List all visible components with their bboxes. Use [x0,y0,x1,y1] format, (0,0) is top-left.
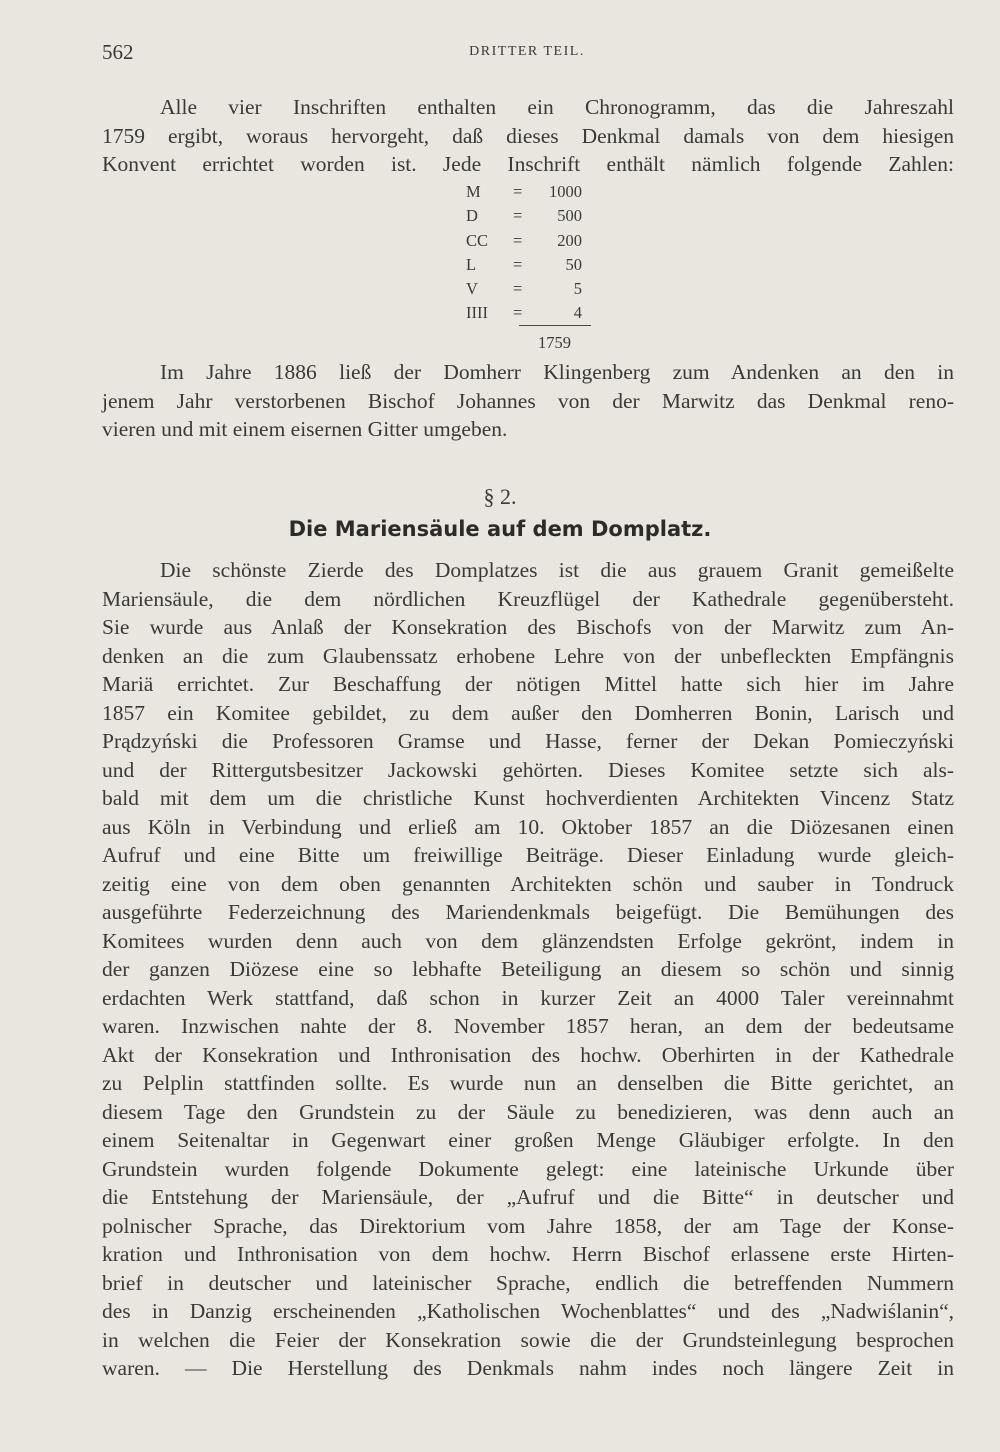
text-line: die Entstehung der Mariensäule, der „Aufruf und die Bitte“ in deutscher und [102,1185,954,1209]
text-line: in welchen die Feier der Konsekration sowie die der Grundsteinlegung besprochen [102,1327,954,1352]
text-line: diesem Tage den Grundstein zu der Säule zu benedizieren, was denn auch an [102,1099,954,1124]
numeral-value: 5 [573,279,582,299]
equals-sign: = [513,182,523,201]
roman-numeral: M [466,182,481,201]
chronogram-row [466,279,596,303]
text-line: brief in deutscher und lateinischer Sprache, endlich die betreffenden Nummern [102,1270,954,1295]
chronogram-row [466,255,596,279]
text-line: Die schönste Zierde des Domplatzes ist die aus grauem Granit gemeißelte [160,558,954,582]
text-line: 1857 ein Komitee gebildet, zu dem außer den Domherren Bonin, Larisch und [102,700,954,725]
text-line: Sie wurde aus Anlaß der Konsekration des Bischofs von der Marwitz zum An- [102,615,954,639]
text-line: denken an die zum Glaubenssatz erhobene Lehre von der unbefleckten Empfängnis [102,643,954,668]
numeral-value: 1000 [549,182,582,201]
running-head: DRITTER TEIL. [469,44,585,59]
roman-numeral: CC [466,230,489,250]
equals-sign: = [513,303,523,323]
paragraph-chronogram-intro [102,93,954,179]
text-line: Konvent errichtet worden ist. Jede Inschrift enthält nämlich folgende Zahlen: [102,152,954,176]
text-line: polnischer Sprache, das Direktorium vom Jahre 1858, der am Tage der Konse- [102,1213,954,1238]
equals-sign: = [513,206,523,226]
text-line: einem Seitenaltar in Gegenwart einer großen Menge Gläubiger erfolgte. In den [102,1128,954,1152]
equals-sign: = [513,230,523,250]
chronogram-total: 1759 [538,333,571,352]
chronogram-row [466,206,596,230]
text-line: Alle vier Inschriften enthalten ein Chronogramm, das die Jahreszahl [160,95,954,119]
text-line: jenem Jahr verstorbenen Bischof Johannes von der Marwitz das Denkmal reno- [102,388,954,413]
section-title: Die Mariensäule auf dem Domplatz. [288,517,712,541]
sum-rule [519,325,591,326]
numeral-value: 500 [557,206,582,226]
text-line: zu Pelplin stattfinden sollte. Es wurde nun an denselben die Bitte gerichtet, an [102,1071,954,1095]
chronogram-row [466,231,596,255]
page-header [102,40,952,74]
text-line: vieren und mit einem eisernen Gitter umgeben. [102,417,508,441]
paragraph-renovation [102,358,954,444]
text-line: Im Jahre 1886 ließ der Domherr Klingenberg zum Andenken an den in [160,360,954,384]
text-line: waren. — Die Herstellung des Denkmals nahm indes noch längere Zeit in [102,1356,954,1380]
equals-sign: = [513,279,523,299]
text-line: und der Rittergutsbesitzer Jackowski gehörten. Dieses Komitee setzte sich als- [102,757,954,782]
roman-numeral: IIII [466,303,488,323]
text-line: Mariä errichtet. Zur Beschaffung der nötigen Mittel hatte sich hier im Jahre [102,672,954,696]
numeral-value: 200 [557,230,582,250]
text-line: Komitees wurden denn auch von dem glänzendsten Erfolge gekrönt, indem in [102,928,954,953]
text-line: 1759 ergibt, woraus hervorgeht, daß dieses Denkmal damals von dem hiesigen [102,123,954,148]
text-line: bald mit dem um die christliche Kunst hochverdienten Architekten Vincenz Statz [102,786,954,810]
text-line: Prądzyński die Professoren Gramse und Hasse, ferner der Dekan Pomieczyński [102,729,954,753]
roman-numeral: V [466,279,478,299]
text-line: des in Danzig erscheinenden „Katholischen Wochenblattes“ und des „Nadwiślanin“, [102,1299,954,1323]
section-number: § 2. [483,484,517,509]
text-line: zeitig eine von dem oben genannten Architekten schön und sauber in Tondruck [102,871,954,896]
text-line: Aufruf und eine Bitte um freiwillige Beiträge. Dieser Einladung wurde gleich- [102,843,954,867]
chronogram-table [466,182,596,352]
text-line: aus Köln in Verbindung und erließ am 10. Oktober 1857 an die Diözesanen einen [102,814,954,839]
roman-numeral: L [466,254,477,274]
text-line: kration und Inthronisation von dem hochw. Herrn Bischof erlassene erste Hirten- [102,1242,954,1266]
text-line: Mariensäule, die dem nördlichen Kreuzflügel der Kathedrale gegenübersteht. [102,586,954,611]
page-number: 562 [102,40,134,64]
chronogram-row [466,182,596,206]
text-line: der ganzen Diözese eine so lebhafte Beteiligung an diesem so schön und sinnig [102,957,954,981]
roman-numeral: D [466,206,478,226]
numeral-value: 50 [565,254,582,274]
text-line: erdachten Werk stattfand, daß schon in kurzer Zeit an 4000 Taler vereinnahmt [102,985,954,1010]
text-line: waren. Inzwischen nahte der 8. November 1857 heran, an dem der bedeutsame [102,1014,954,1038]
text-line: Grundstein wurden folgende Dokumente gelegt: eine lateinische Urkunde über [102,1156,954,1181]
equals-sign: = [513,254,523,274]
paragraph-mariensaeule [102,556,954,1383]
numeral-value: 4 [573,303,582,323]
text-line: ausgeführte Federzeichnung des Mariendenkmals beigefügt. Die Bemühungen des [102,900,954,924]
text-line: Akt der Konsekration und Inthronisation des hochw. Oberhirten in der Kathedrale [102,1042,954,1067]
